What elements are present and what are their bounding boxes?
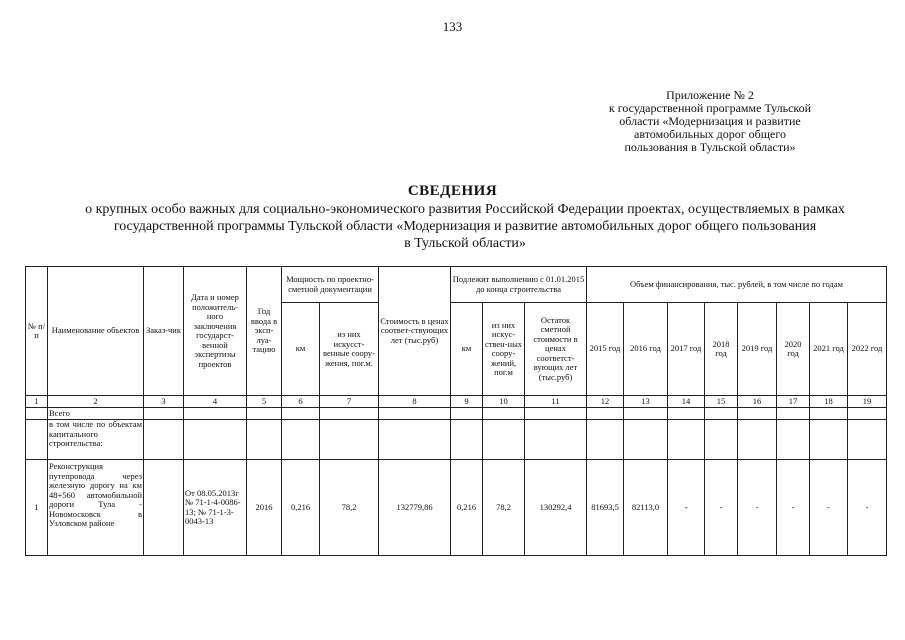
- row-rem-km: 0,216: [451, 460, 483, 556]
- header-rem-art: из них искус-ствен-ных соору-жений, пог.м: [483, 303, 525, 396]
- header-rem-cost: Остаток сметной стоимости в ценах соответст-вующих лет (тыс.руб): [525, 303, 587, 396]
- row-cap-km: 0,216: [282, 460, 320, 556]
- column-number: 1: [26, 396, 48, 408]
- header-capacity-group: Мощность по проектно-сметной документации: [282, 267, 379, 303]
- total-label: Всего: [48, 408, 144, 420]
- column-number: 17: [777, 396, 810, 408]
- header-year-2019: 2019 год: [738, 303, 777, 396]
- row-cap-art: 78,2: [320, 460, 379, 556]
- document-subtitle: [40, 201, 890, 252]
- row-expertise: От 08.05.2013г № 71-1-4-0086-13; № 71-1-3-0043-13: [184, 460, 247, 556]
- column-number: 4: [184, 396, 247, 408]
- column-number: 3: [144, 396, 184, 408]
- row-funding-2018: -: [705, 460, 738, 556]
- appendix-note: [590, 89, 830, 154]
- row-rem-art: 78,2: [483, 460, 525, 556]
- column-number: 14: [668, 396, 705, 408]
- header-cost: Стоимость в ценах соответ-ствующих лет (тыс.руб): [379, 267, 451, 396]
- column-number-row: [26, 396, 887, 408]
- row-funding-2015: 81693,5: [587, 460, 624, 556]
- column-number: 10: [483, 396, 525, 408]
- column-number: 16: [738, 396, 777, 408]
- total-row: [26, 408, 887, 420]
- row-funding-2017: -: [668, 460, 705, 556]
- row-year: 2016: [247, 460, 282, 556]
- header-funding-group: Объем финансирования, тыс. рублей, в том числе по годам: [587, 267, 887, 303]
- row-customer: [144, 460, 184, 556]
- header-year-2017: 2017 год: [668, 303, 705, 396]
- including-label: в том числе по объектам капитального строительства:: [48, 420, 144, 460]
- column-number: 19: [848, 396, 887, 408]
- column-number: 15: [705, 396, 738, 408]
- header-cap-art: из них искусст-венные соору-жения, пог.м.: [320, 303, 379, 396]
- header-cap-km: км: [282, 303, 320, 396]
- header-num: № п/п: [26, 267, 48, 396]
- subtitle-line: о крупных особо важных для социально-экономического развития Российской Федерации проектах, осуществляемых в рамках: [85, 202, 845, 217]
- column-number: 8: [379, 396, 451, 408]
- subtitle-line: в Тульской области»: [404, 236, 526, 251]
- row-funding-2022: -: [848, 460, 887, 556]
- row-cost: 132779,86: [379, 460, 451, 556]
- row-funding-2020: -: [777, 460, 810, 556]
- header-year-2020: 2020 год: [777, 303, 810, 396]
- column-number: 2: [48, 396, 144, 408]
- header-expertise: Дата и номер положитель-ного заключения государст-венной экспертизы проектов: [184, 267, 247, 396]
- row-funding-2016: 82113,0: [624, 460, 668, 556]
- subtitle-line: государственной программы Тульской области «Модернизация и развитие автомобильных дорог общего пользования: [113, 219, 817, 234]
- projects-table: [25, 266, 887, 556]
- header-year-2016: 2016 год: [624, 303, 668, 396]
- appendix-line: автомобильных дорог общего: [634, 127, 786, 141]
- page-number: 133: [442, 19, 463, 34]
- column-number: 7: [320, 396, 379, 408]
- row-rem-cost: 130292,4: [525, 460, 587, 556]
- row-object-name: Реконструкция путепровода через железную дорогу на км 48+560 автомобильной дороги Тула - Новомосковск в Узловском районе: [48, 460, 144, 556]
- appendix-line: пользования в Тульской области»: [624, 140, 796, 154]
- column-number: 5: [247, 396, 282, 408]
- column-number: 13: [624, 396, 668, 408]
- appendix-line: области «Модернизация и развитие: [619, 114, 801, 128]
- column-number: 12: [587, 396, 624, 408]
- column-number: 18: [810, 396, 848, 408]
- document-title: СВЕДЕНИЯ: [407, 183, 498, 199]
- row-funding-2019: -: [738, 460, 777, 556]
- table-row: [26, 460, 887, 556]
- row-funding-2021: -: [810, 460, 848, 556]
- header-name: Наименование объектов: [48, 267, 144, 396]
- header-customer: Заказ-чик: [144, 267, 184, 396]
- column-number: 6: [282, 396, 320, 408]
- row-num: 1: [26, 460, 48, 556]
- header-year-2022: 2022 год: [848, 303, 887, 396]
- appendix-line: Приложение № 2: [666, 88, 754, 102]
- header-year-2021: 2021 год: [810, 303, 848, 396]
- header-year-2015: 2015 год: [587, 303, 624, 396]
- header-rem-km: км: [451, 303, 483, 396]
- including-row: [26, 420, 887, 460]
- column-number: 9: [451, 396, 483, 408]
- appendix-line: к государственной программе Тульской: [608, 101, 812, 115]
- column-number: 11: [525, 396, 587, 408]
- header-year-2018: 2018 год: [705, 303, 738, 396]
- header-year: Год ввода в эксп-луа-тацию: [247, 267, 282, 396]
- header-remaining-group: Подлежит выполнению с 01.01.2015 до конца строительства: [451, 267, 587, 303]
